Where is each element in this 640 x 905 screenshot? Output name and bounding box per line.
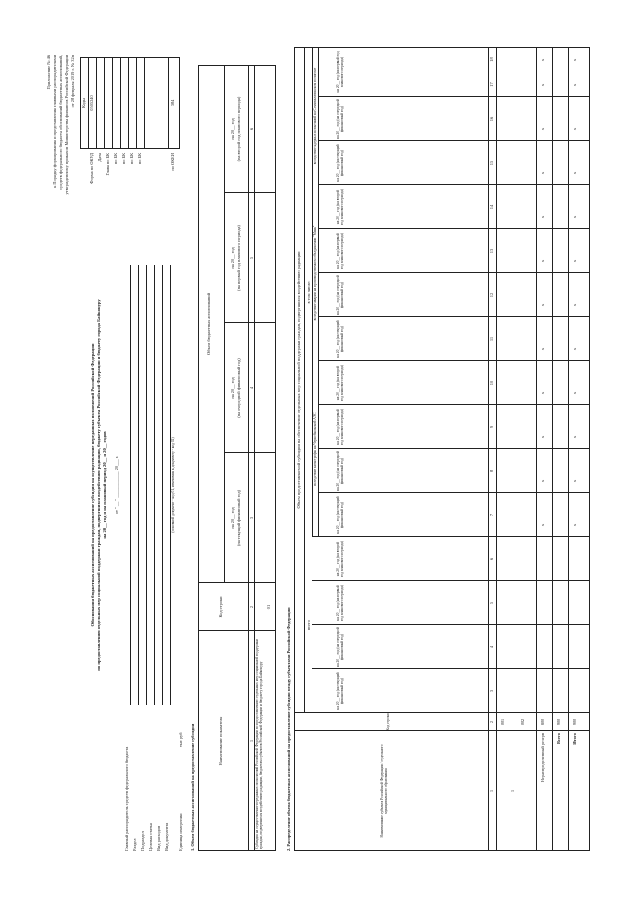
s1-num-5: 5 — [249, 256, 254, 260]
label-okei: по ОКЕИ — [170, 153, 175, 171]
title-line-1: Обоснования бюджетных ассигнований на предоставление субсидии на осуществление переданных полномочий Российской Федерации — [90, 343, 95, 627]
s1-row-text: Субсидия на осуществление переданных полномочий Российской Федерации по предоставлению отдельных мер социальной поддержки граждан, подвергшихся воздействию радиации, бюджетам субъектов Российской Федерации и бюджету города Байконуру — [255, 639, 264, 849]
s2-mark: x — [572, 303, 577, 307]
s1-col-y2-sub: (на очередной финансовый год) — [236, 358, 241, 418]
label-date: Дата — [97, 153, 102, 162]
s1-num-3: 3 — [249, 516, 254, 520]
s2-col-subject: Наименование субъекта Российской Федерации / отдельного муниципального образования — [380, 744, 389, 838]
label-glava: Глава по БК — [105, 153, 110, 176]
s2-row-itogo-code: 900 — [572, 718, 577, 726]
field-grbs-line[interactable] — [130, 265, 131, 705]
appendix-line-4: утвержденному приказом Министерства финансов Российской Федерации — [64, 55, 69, 195]
s2-num-4: 4 — [489, 645, 494, 649]
s1-col-y3: на 20__ год — [230, 247, 235, 269]
doc-type-caption: (основной документ - код 01, изменения к документу - код 02) — [171, 437, 175, 533]
title-date: от " __ " ____________ 20___ г. — [114, 455, 119, 515]
s2-yr-semip-cur: на 20__ год (на текущий финансовый год) — [336, 144, 345, 182]
appendix-line-3: средств федерального бюджета обоснований бюджетных ассигнований, — [58, 55, 63, 190]
s2-mark: x — [540, 347, 545, 351]
s1-col-group: Объем бюджетных ассигнований — [206, 293, 211, 355]
s2-yr-total-next: на 20__ год (на очередной финансовый год) — [336, 627, 345, 667]
s2-yr-chern-next: на 20__ год (на очередной финансовый год) — [336, 451, 345, 491]
s2-num-14: 14 — [489, 204, 494, 210]
s2-num-17: 17 — [489, 82, 494, 87]
s2-yr-mayak-p1: на 20__ год (на первый год планового периода) — [336, 233, 345, 269]
s1-col-y2: на 20__ год — [230, 377, 235, 399]
s2-mark: x — [572, 259, 577, 263]
field-vid-rashodov-label: Вид расходов — [156, 825, 161, 851]
s2-mark: x — [572, 435, 577, 439]
s2-mark: x — [540, 215, 545, 219]
field-celevaya-line[interactable] — [154, 265, 155, 705]
s2-mark: x — [540, 58, 545, 62]
s2-num-15: 15 — [489, 160, 494, 166]
codes-box — [80, 57, 180, 149]
s2-group-mayak: вследствие аварии на производственном объединении "Маяк" — [313, 225, 317, 321]
s2-num-16: 16 — [489, 116, 494, 122]
s1-num-2: 2 — [249, 605, 254, 609]
s1-row-code: 01 — [266, 604, 271, 610]
s1-col-y4: на 20__ год — [230, 118, 235, 140]
s2-group-incl: в том числе: — [306, 280, 311, 304]
s2-yr-total-p1: на 20__ год (на первый год планового периода) — [336, 585, 345, 621]
field-podrazdel-line[interactable] — [146, 265, 147, 705]
s2-group-chern: вследствие катастрофы на Чернобыльской АЭС — [313, 412, 317, 486]
label-bk-2: по БК — [121, 153, 126, 165]
field-celevaya-label: Целевая статья — [148, 822, 153, 851]
field-vid-rashodov-line[interactable] — [162, 265, 163, 705]
s2-num-7: 7 — [489, 513, 494, 517]
s1-num-6: 6 — [249, 127, 254, 131]
s1-col-y1: на 20__ год — [230, 507, 235, 529]
s2-num-5: 5 — [489, 601, 494, 605]
s2-col-code: Код строки — [386, 713, 390, 731]
s2-row-rezerv-code: 800 — [540, 718, 545, 726]
s2-mark: x — [540, 127, 545, 131]
s2-yr-chern-cur: на 20__ год (на текущий финансовый год) — [336, 496, 345, 534]
s2-yr-mayak-p2: на 20__ год (на второй год планового периода) — [336, 189, 345, 225]
s2-row-code-2: 002 — [520, 718, 525, 726]
s2-mark: x — [572, 347, 577, 351]
field-razdel-line[interactable] — [138, 265, 139, 705]
s2-row-code-1: 001 — [500, 718, 505, 726]
label-bk-1: по БК — [113, 153, 118, 165]
s2-mark: x — [540, 259, 545, 263]
field-vid-doc-label: Вид документа — [164, 822, 169, 851]
label-okud: Форма по ОКУД — [89, 153, 94, 184]
s2-row-itogo-label: Итого — [572, 733, 577, 745]
codes-okud-value: 0505240 — [89, 95, 94, 111]
s2-row-vsego-code: 900 — [556, 718, 561, 726]
section1-heading: 1. Объем бюджетных ассигнований на предоставление субсидии — [190, 723, 195, 851]
s2-yr-semip-p1: на 20__ год (на первый год планового периода) — [336, 51, 345, 93]
s1-num-4: 4 — [249, 386, 254, 390]
s2-num-10: 10 — [489, 380, 494, 386]
s2-num-6: 6 — [489, 557, 494, 561]
s2-mark: x — [572, 523, 577, 527]
label-bk-4: по БК — [137, 153, 142, 165]
s2-num-13: 13 — [489, 248, 494, 254]
s2-num-8: 8 — [489, 469, 494, 473]
s1-col-code: Код строки — [218, 596, 223, 618]
appendix-line-2: к Порядку формирования и представления главными распорядителями — [52, 55, 57, 188]
s2-mark: x — [540, 83, 545, 87]
s2-num-2: 2 — [489, 720, 494, 724]
s2-yr-mayak-next: на 20__ год (на очередной финансовый год) — [336, 275, 345, 315]
s2-num-12: 12 — [489, 292, 494, 298]
s2-yr-mayak-cur: на 20__ год (на текущий финансовый год) — [336, 320, 345, 358]
title-line-2: по предоставлению отдельных мер социальной поддержки граждан, подвергшихся воздействию радиации, бюджету субъекта Российской Федерации и бюджету города Байконуру — [96, 299, 101, 671]
field-razdel-label: Раздел — [132, 838, 137, 851]
s1-col-y1-sub: (на текущий финансовый год) — [236, 489, 241, 547]
s2-group-total: всего — [306, 620, 311, 630]
s1-col-y3-sub: (на первый год планового периода) — [236, 225, 241, 291]
s1-num-1: 1 — [249, 739, 254, 743]
s1-col-name: Наименование показателя — [218, 716, 223, 766]
s2-mark: x — [540, 479, 545, 483]
codes-header: Коды — [81, 98, 86, 108]
s2-mark: x — [540, 391, 545, 395]
s2-yr-semip-next: на 20__ год (на очередной финансовый год) — [336, 99, 345, 139]
s2-yr-chern-p2: на 20__ год (на второй год планового периода) — [336, 365, 345, 401]
s2-mark: x — [540, 303, 545, 307]
appendix-line-5: от 28 февраля 2019 г. № 32н — [70, 55, 75, 108]
s2-mark: x — [572, 391, 577, 395]
unit-label: Единица измерения: — [178, 812, 183, 851]
rotated-form — [40, 35, 600, 865]
field-podrazdel-label: Подраздел — [140, 831, 145, 851]
label-bk-3: по БК — [129, 153, 134, 165]
s2-num-9: 9 — [489, 425, 494, 429]
s2-group-semip: вследствие ядерных испытаний на Семипалатинском полигоне — [313, 67, 317, 165]
s2-num-11: 11 — [489, 336, 494, 342]
s2-row-rezerv-label: Нераспределенный резерв — [540, 733, 545, 783]
s2-row-vsego-label: Всего — [556, 733, 561, 744]
s2-row1-num: 1 — [510, 789, 515, 793]
title-line-3: на 20__ год и на плановый период 20__ и 20__ годов — [102, 431, 107, 539]
s2-mark: x — [540, 435, 545, 439]
s2-mark: x — [540, 523, 545, 527]
s2-yr-total-p2: на 20__ год (на второй год планового периода) — [336, 541, 345, 577]
s2-yr-total-cur: на 20__ год (на текущий финансовый год) — [336, 672, 345, 710]
codes-okei-value: 384 — [170, 99, 175, 107]
s2-mark: x — [572, 479, 577, 483]
s2-num-18: 18 — [489, 57, 494, 62]
s2-yr-chern-p1: на 20__ год (на первый год планового периода) — [336, 409, 345, 445]
s2-num-1: 1 — [489, 789, 494, 793]
appendix-line-1: Приложение № 46 — [46, 55, 51, 90]
s2-mark: x — [540, 171, 545, 175]
section2-heading: 2. Распределение объема бюджетных ассигнований на предоставление субсидии между субъектами Российской Федерации — [286, 607, 291, 851]
s2-num-3: 3 — [489, 689, 494, 693]
s1-col-y4-sub: (на второй год планового периода) — [236, 96, 241, 162]
field-grbs-label: Главный распорядитель средств федерального бюджета — [124, 746, 129, 851]
unit-value: тыс руб — [178, 732, 183, 747]
s2-group-top: Объем предоставляемой субсидии на обеспечение отдельных мер социальной поддержки граждан, подвергшихся воздействию радиации — [296, 251, 301, 509]
s2-mark: x — [572, 58, 577, 62]
s2-mark: x — [572, 171, 577, 175]
s2-mark: x — [572, 215, 577, 219]
s2-mark: x — [572, 127, 577, 131]
s2-mark: x — [572, 83, 577, 87]
